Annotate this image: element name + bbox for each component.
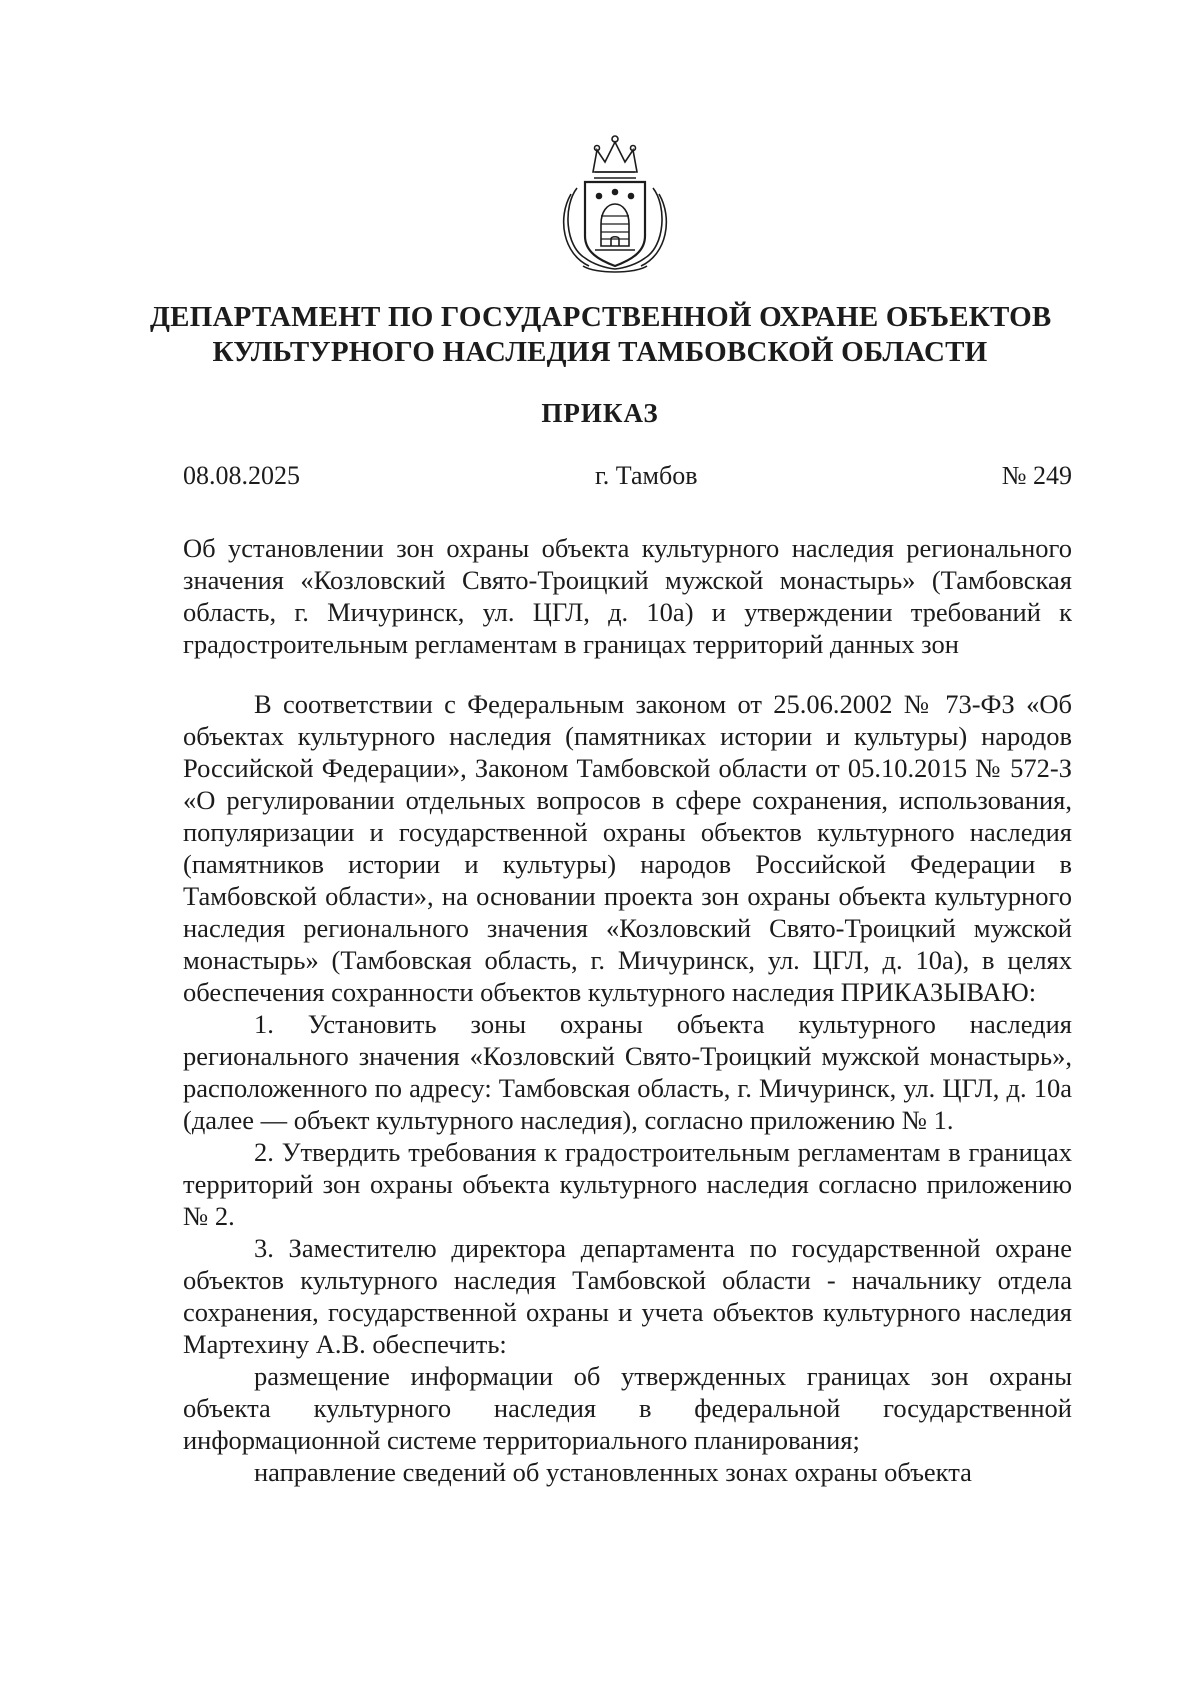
document-type: ПРИКАЗ [541,398,659,428]
order-subject [183,532,1072,660]
tambov-region-coat-of-arms-icon [555,128,675,276]
preamble-paragraph: В соответствии с Федеральным законом от 25.06.2002 № 73-ФЗ «Об объектах культурного наследия (памятниках истории и культуры) народов Российской Федерации», Законом Тамбовской области от 05.10.2015 № 572-З «О регулировании отдельных вопросов в сфере сохранения, использования, популяризации и государственной охраны объектов культурного наследия (памятников истории и культуры) народов Российской Федерации в Тамбовской области», на основании проекта зон охраны объекта культурного наследия регионального значения «Козловский Свято-Троицкий мужской монастырь» (Тамбовская область, г. Мичуринск, ул. ЦГЛ, д. 10а), в целях обеспечения сохранности объектов культурного наследия ПРИКАЗЫВАЮ: [183,689,1072,1007]
item-1-paragraph: 1. Установить зоны охраны объекта культурного наследия регионального значения «Козловский Свято-Троицкий мужской монастырь», расположенного по адресу: Тамбовская область, г. Мичуринск, ул. ЦГЛ, д. 10а (далее — объект культурного наследия), согласно приложению № 1. [183,1009,1072,1135]
item-3a-paragraph: размещение информации об утвержденных границах зон охраны объекта культурного наследия в федеральной государственной информационной системе территориального планирования; [183,1361,1072,1455]
item-3b-paragraph: направление сведений об установленных зонах охраны объекта [254,1457,972,1487]
order-date: 08.08.2025 [183,461,300,490]
order-city: г. Тамбов [595,461,698,490]
department-name-line-1: ДЕПАРТАМЕНТ ПО ГОСУДАРСТВЕННОЙ ОХРАНЕ ОБЪЕКТОВ [150,301,1052,333]
order-subject-text: Об установлении зон охраны объекта культурного наследия регионального значения «Козловский Свято-Троицкий мужской монастырь» (Тамбовская область, г. Мичуринск, ул. ЦГЛ, д. 10а) и утверждении требований к градостроительным регламентам в границах территорий данных зон [183,533,1072,659]
item-2-paragraph: 2. Утвердить требования к градостроительным регламентам в границах территорий зон охраны объекта культурного наследия согласно приложению № 2. [183,1137,1072,1231]
order-number: № 249 [1001,461,1072,490]
order-body [183,688,1072,1488]
department-name-line-2: КУЛЬТУРНОГО НАСЛЕДИЯ ТАМБОВСКОЙ ОБЛАСТИ [212,336,988,368]
department-name [150,300,1050,370]
item-3-paragraph: 3. Заместителю директора департамента по государственной охране объектов культурного наследия Тамбовской области - начальнику отдела сохранения, государственной охраны и учета объектов культурного наследия Мартехину А.В. обеспечить: [183,1233,1072,1359]
